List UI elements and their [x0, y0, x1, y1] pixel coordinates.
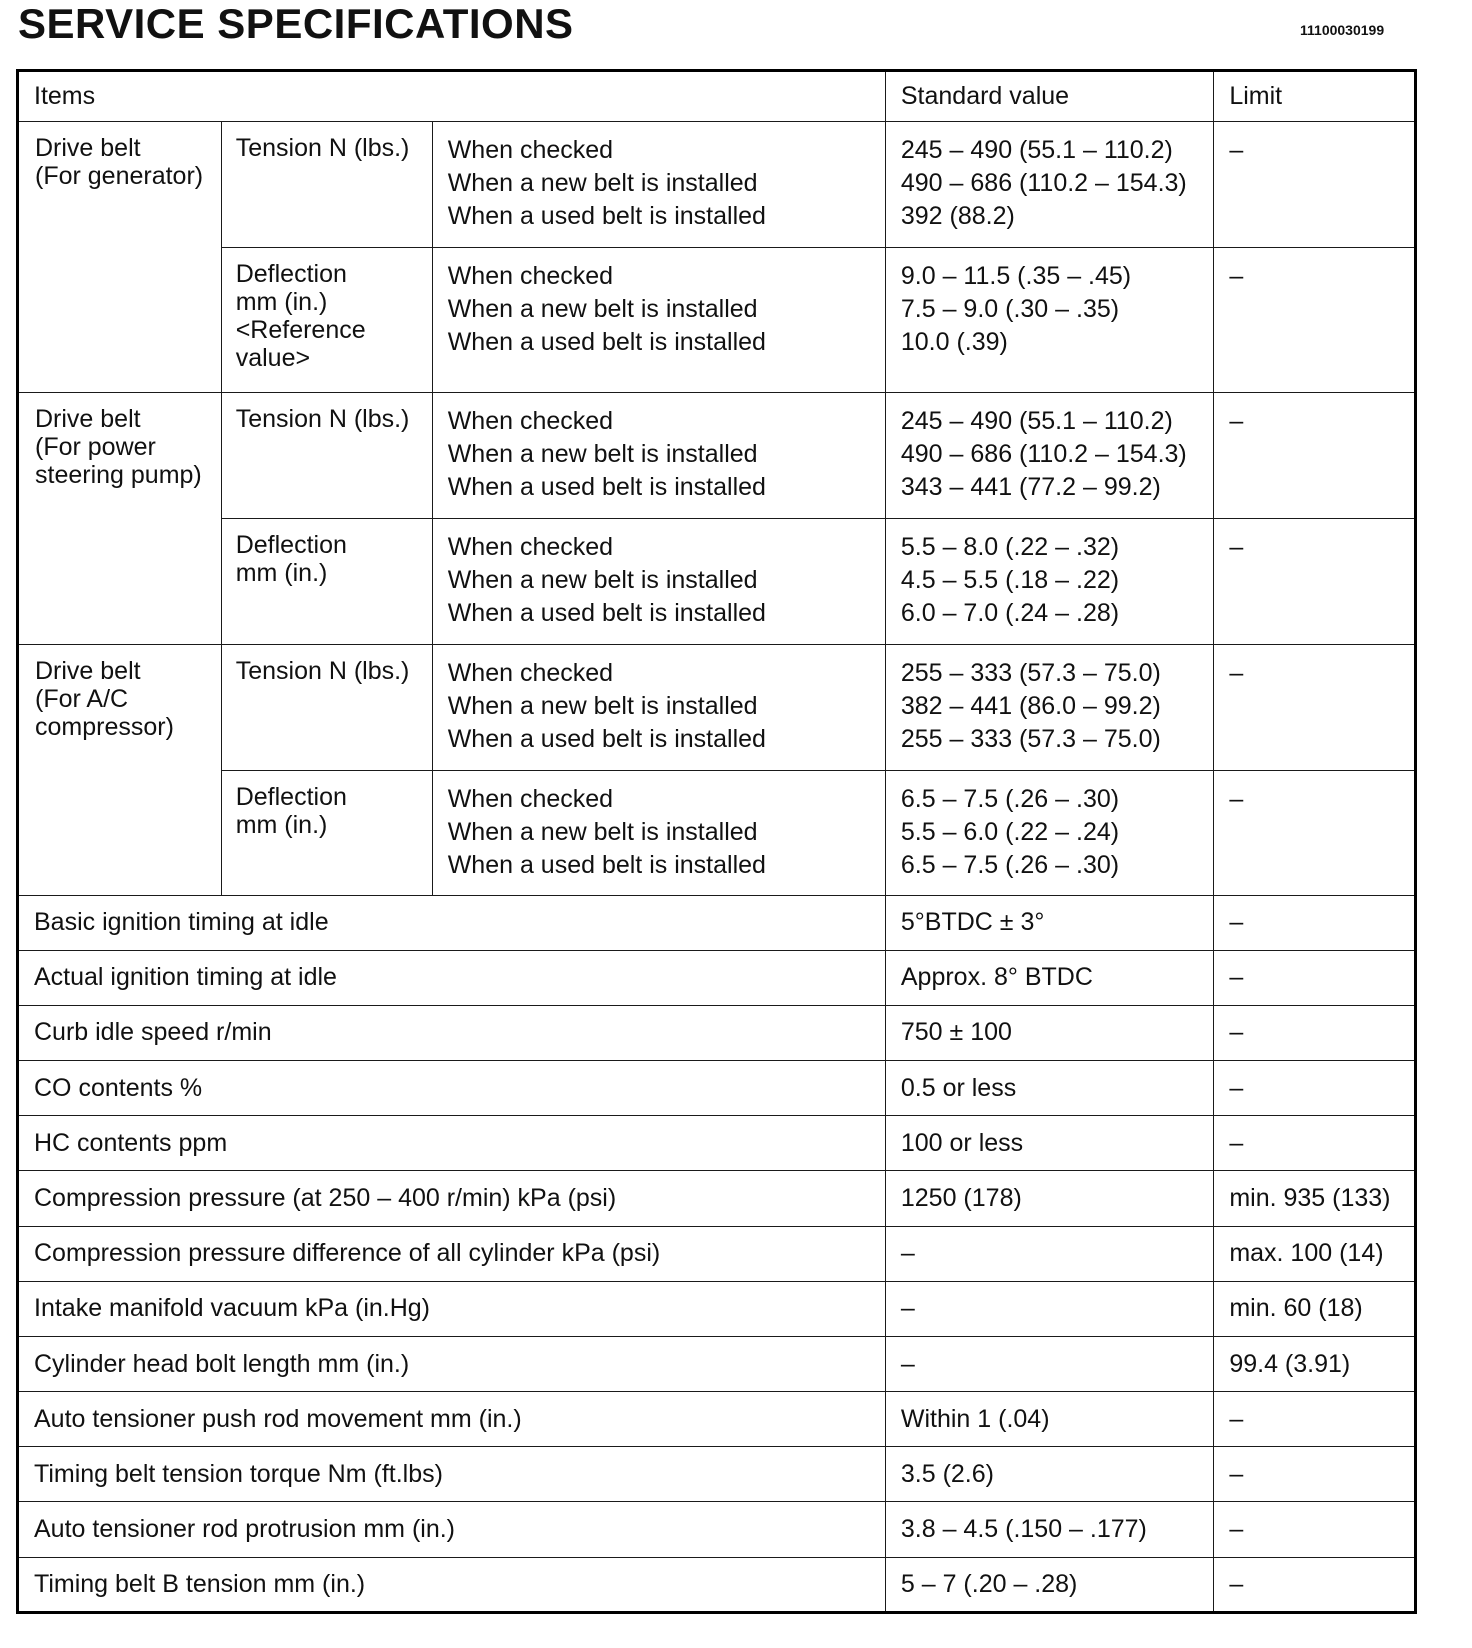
table-row: [18, 122, 1416, 248]
item-line: Drive belt: [35, 404, 141, 433]
standard-value-cell: [885, 392, 1213, 518]
subitem-cell: [221, 518, 432, 644]
condition-line: When checked: [447, 784, 614, 813]
item-cell: [18, 392, 222, 644]
limit-cell: –: [1214, 895, 1416, 950]
condition-line: When a new belt is installed: [447, 439, 758, 468]
table-row: [18, 895, 1416, 950]
limit-cell: max. 100 (14): [1214, 1226, 1416, 1281]
standard-value-line: 490 – 686 (110.2 – 154.3): [900, 169, 1187, 198]
standard-value-line: 7.5 – 9.0 (.30 – .35): [900, 294, 1120, 323]
item-cell: Compression pressure difference of all cylinder kPa (psi): [18, 1226, 886, 1281]
subitem-line: Tension N (lbs.): [235, 134, 410, 163]
standard-value-cell: 1250 (178): [885, 1171, 1213, 1226]
conditions-cell: [432, 247, 885, 392]
standard-value-cell: Approx. 8° BTDC: [885, 950, 1213, 1005]
item-line: Drive belt: [35, 656, 141, 685]
standard-value-line: 9.0 – 11.5 (.35 – .45): [900, 261, 1132, 290]
column-header-limit: Limit: [1214, 71, 1416, 122]
conditions-cell: [432, 770, 885, 895]
item-cell: [18, 122, 222, 393]
item-line: (For power: [35, 432, 156, 461]
table-header-row: [18, 71, 1416, 122]
limit-cell: –: [1214, 518, 1416, 644]
standard-value-line: 255 – 333 (57.3 – 75.0): [900, 658, 1161, 687]
subitem-line: mm (in.): [235, 558, 328, 587]
subitem-line: mm (in.): [235, 287, 328, 316]
condition-line: When a new belt is installed: [447, 817, 758, 846]
subitem-cell: [221, 247, 432, 392]
subitem-line: Deflection: [235, 259, 347, 288]
item-cell: CO contents %: [18, 1061, 886, 1116]
item-cell: Actual ignition timing at idle: [18, 950, 886, 1005]
standard-value-line: 392 (88.2): [900, 202, 1015, 231]
conditions-cell: [432, 392, 885, 518]
standard-value-cell: 100 or less: [885, 1116, 1213, 1171]
subitem-line: Deflection: [235, 782, 347, 811]
standard-value-line: 245 – 490 (55.1 – 110.2): [900, 136, 1173, 165]
table-row: [18, 770, 1416, 895]
document-code: 11100030199: [1300, 22, 1385, 38]
table-row: [18, 1392, 1416, 1447]
limit-cell: –: [1214, 1392, 1416, 1447]
subitem-cell: [221, 644, 432, 770]
standard-value-line: 343 – 441 (77.2 – 99.2): [900, 472, 1161, 501]
standard-value-line: 4.5 – 5.5 (.18 – .22): [900, 565, 1120, 594]
condition-line: When a new belt is installed: [447, 565, 758, 594]
standard-value-line: 490 – 686 (110.2 – 154.3): [900, 439, 1187, 468]
standard-value-cell: 0.5 or less: [885, 1061, 1213, 1116]
standard-value-cell: Within 1 (.04): [885, 1392, 1213, 1447]
condition-line: When checked: [447, 532, 614, 561]
service-specifications-table: [16, 69, 1417, 1614]
limit-cell: min. 60 (18): [1214, 1281, 1416, 1336]
standard-value-cell: [885, 247, 1213, 392]
subitem-line: mm (in.): [235, 810, 328, 839]
item-line: steering pump): [35, 460, 202, 489]
table-row: [18, 1005, 1416, 1060]
column-header-standard-value: Standard value: [885, 71, 1213, 122]
limit-cell: –: [1214, 1116, 1416, 1171]
table-row: [18, 1171, 1416, 1226]
condition-line: When checked: [447, 658, 614, 687]
standard-value-cell: 5 – 7 (.20 – .28): [885, 1557, 1213, 1612]
standard-value-cell: –: [885, 1281, 1213, 1336]
condition-line: When checked: [447, 406, 614, 435]
limit-cell: –: [1214, 247, 1416, 392]
standard-value-cell: [885, 644, 1213, 770]
item-line: (For generator): [35, 162, 204, 191]
item-cell: Basic ignition timing at idle: [18, 895, 886, 950]
limit-cell: –: [1214, 1502, 1416, 1557]
standard-value-line: 5.5 – 6.0 (.22 – .24): [900, 817, 1120, 846]
standard-value-line: 6.5 – 7.5 (.26 – .30): [900, 784, 1120, 813]
table-row: [18, 1336, 1416, 1391]
limit-cell: –: [1214, 1061, 1416, 1116]
column-header-items: Items: [18, 71, 886, 122]
condition-line: When a used belt is installed: [447, 850, 766, 879]
subitem-line: Tension N (lbs.): [235, 656, 410, 685]
limit-cell: 99.4 (3.91): [1214, 1336, 1416, 1391]
conditions-cell: [432, 644, 885, 770]
table-row: [18, 392, 1416, 518]
condition-line: When a new belt is installed: [447, 294, 758, 323]
standard-value-line: 10.0 (.39): [900, 327, 1008, 356]
item-cell: Auto tensioner rod protrusion mm (in.): [18, 1502, 886, 1557]
table-row: [18, 1557, 1416, 1612]
standard-value-line: 255 – 333 (57.3 – 75.0): [900, 724, 1161, 753]
item-line: compressor): [35, 712, 174, 741]
item-cell: Timing belt tension torque Nm (ft.lbs): [18, 1447, 886, 1502]
condition-line: When a new belt is installed: [447, 169, 758, 198]
limit-cell: –: [1214, 644, 1416, 770]
subitem-cell: [221, 122, 432, 248]
item-line: (For A/C: [35, 684, 129, 713]
subitem-cell: [221, 392, 432, 518]
standard-value-cell: –: [885, 1336, 1213, 1391]
standard-value-line: 245 – 490 (55.1 – 110.2): [900, 406, 1173, 435]
standard-value-line: 382 – 441 (86.0 – 99.2): [900, 691, 1161, 720]
item-cell: Curb idle speed r/min: [18, 1005, 886, 1060]
item-cell: Cylinder head bolt length mm (in.): [18, 1336, 886, 1391]
limit-cell: –: [1214, 1447, 1416, 1502]
standard-value-cell: 750 ± 100: [885, 1005, 1213, 1060]
limit-cell: –: [1214, 1557, 1416, 1612]
conditions-cell: [432, 518, 885, 644]
condition-line: When a new belt is installed: [447, 691, 758, 720]
limit-cell: –: [1214, 1005, 1416, 1060]
standard-value-cell: [885, 770, 1213, 895]
subitem-line: <Reference: [235, 315, 366, 344]
standard-value-line: 5.5 – 8.0 (.22 – .32): [900, 532, 1120, 561]
standard-value-cell: 5°BTDC ± 3°: [885, 895, 1213, 950]
standard-value-cell: [885, 122, 1213, 248]
conditions-cell: [432, 122, 885, 248]
item-cell: Auto tensioner push rod movement mm (in.): [18, 1392, 886, 1447]
item-cell: HC contents ppm: [18, 1116, 886, 1171]
limit-cell: –: [1214, 122, 1416, 248]
table-row: [18, 1226, 1416, 1281]
condition-line: When a used belt is installed: [447, 724, 766, 753]
page-title: SERVICE SPECIFICATIONS: [18, 0, 574, 47]
condition-line: When a used belt is installed: [447, 472, 766, 501]
standard-value-line: 6.0 – 7.0 (.24 – .28): [900, 598, 1120, 627]
standard-value-cell: 3.8 – 4.5 (.150 – .177): [885, 1502, 1213, 1557]
condition-line: When a used belt is installed: [447, 327, 766, 356]
table-row: [18, 1116, 1416, 1171]
item-cell: Compression pressure (at 250 – 400 r/min) kPa (psi): [18, 1171, 886, 1226]
subitem-line: value>: [235, 343, 311, 372]
subitem-line: Tension N (lbs.): [235, 404, 410, 433]
standard-value-cell: 3.5 (2.6): [885, 1447, 1213, 1502]
item-line: Drive belt: [35, 134, 141, 163]
limit-cell: –: [1214, 950, 1416, 1005]
table-row: [18, 518, 1416, 644]
table-row: [18, 644, 1416, 770]
condition-line: When a used belt is installed: [447, 598, 766, 627]
condition-line: When checked: [447, 136, 614, 165]
table-row: [18, 950, 1416, 1005]
subitem-line: Deflection: [235, 530, 347, 559]
condition-line: When checked: [447, 261, 614, 290]
table-row: [18, 1061, 1416, 1116]
limit-cell: –: [1214, 392, 1416, 518]
item-cell: Timing belt B tension mm (in.): [18, 1557, 886, 1612]
table-row: [18, 1502, 1416, 1557]
item-cell: [18, 644, 222, 895]
condition-line: When a used belt is installed: [447, 202, 766, 231]
standard-value-cell: –: [885, 1226, 1213, 1281]
subitem-cell: [221, 770, 432, 895]
table-row: [18, 1447, 1416, 1502]
standard-value-line: 6.5 – 7.5 (.26 – .30): [900, 850, 1120, 879]
standard-value-cell: [885, 518, 1213, 644]
limit-cell: min. 935 (133): [1214, 1171, 1416, 1226]
table-row: [18, 1281, 1416, 1336]
item-cell: Intake manifold vacuum kPa (in.Hg): [18, 1281, 886, 1336]
limit-cell: –: [1214, 770, 1416, 895]
table-row: [18, 247, 1416, 392]
